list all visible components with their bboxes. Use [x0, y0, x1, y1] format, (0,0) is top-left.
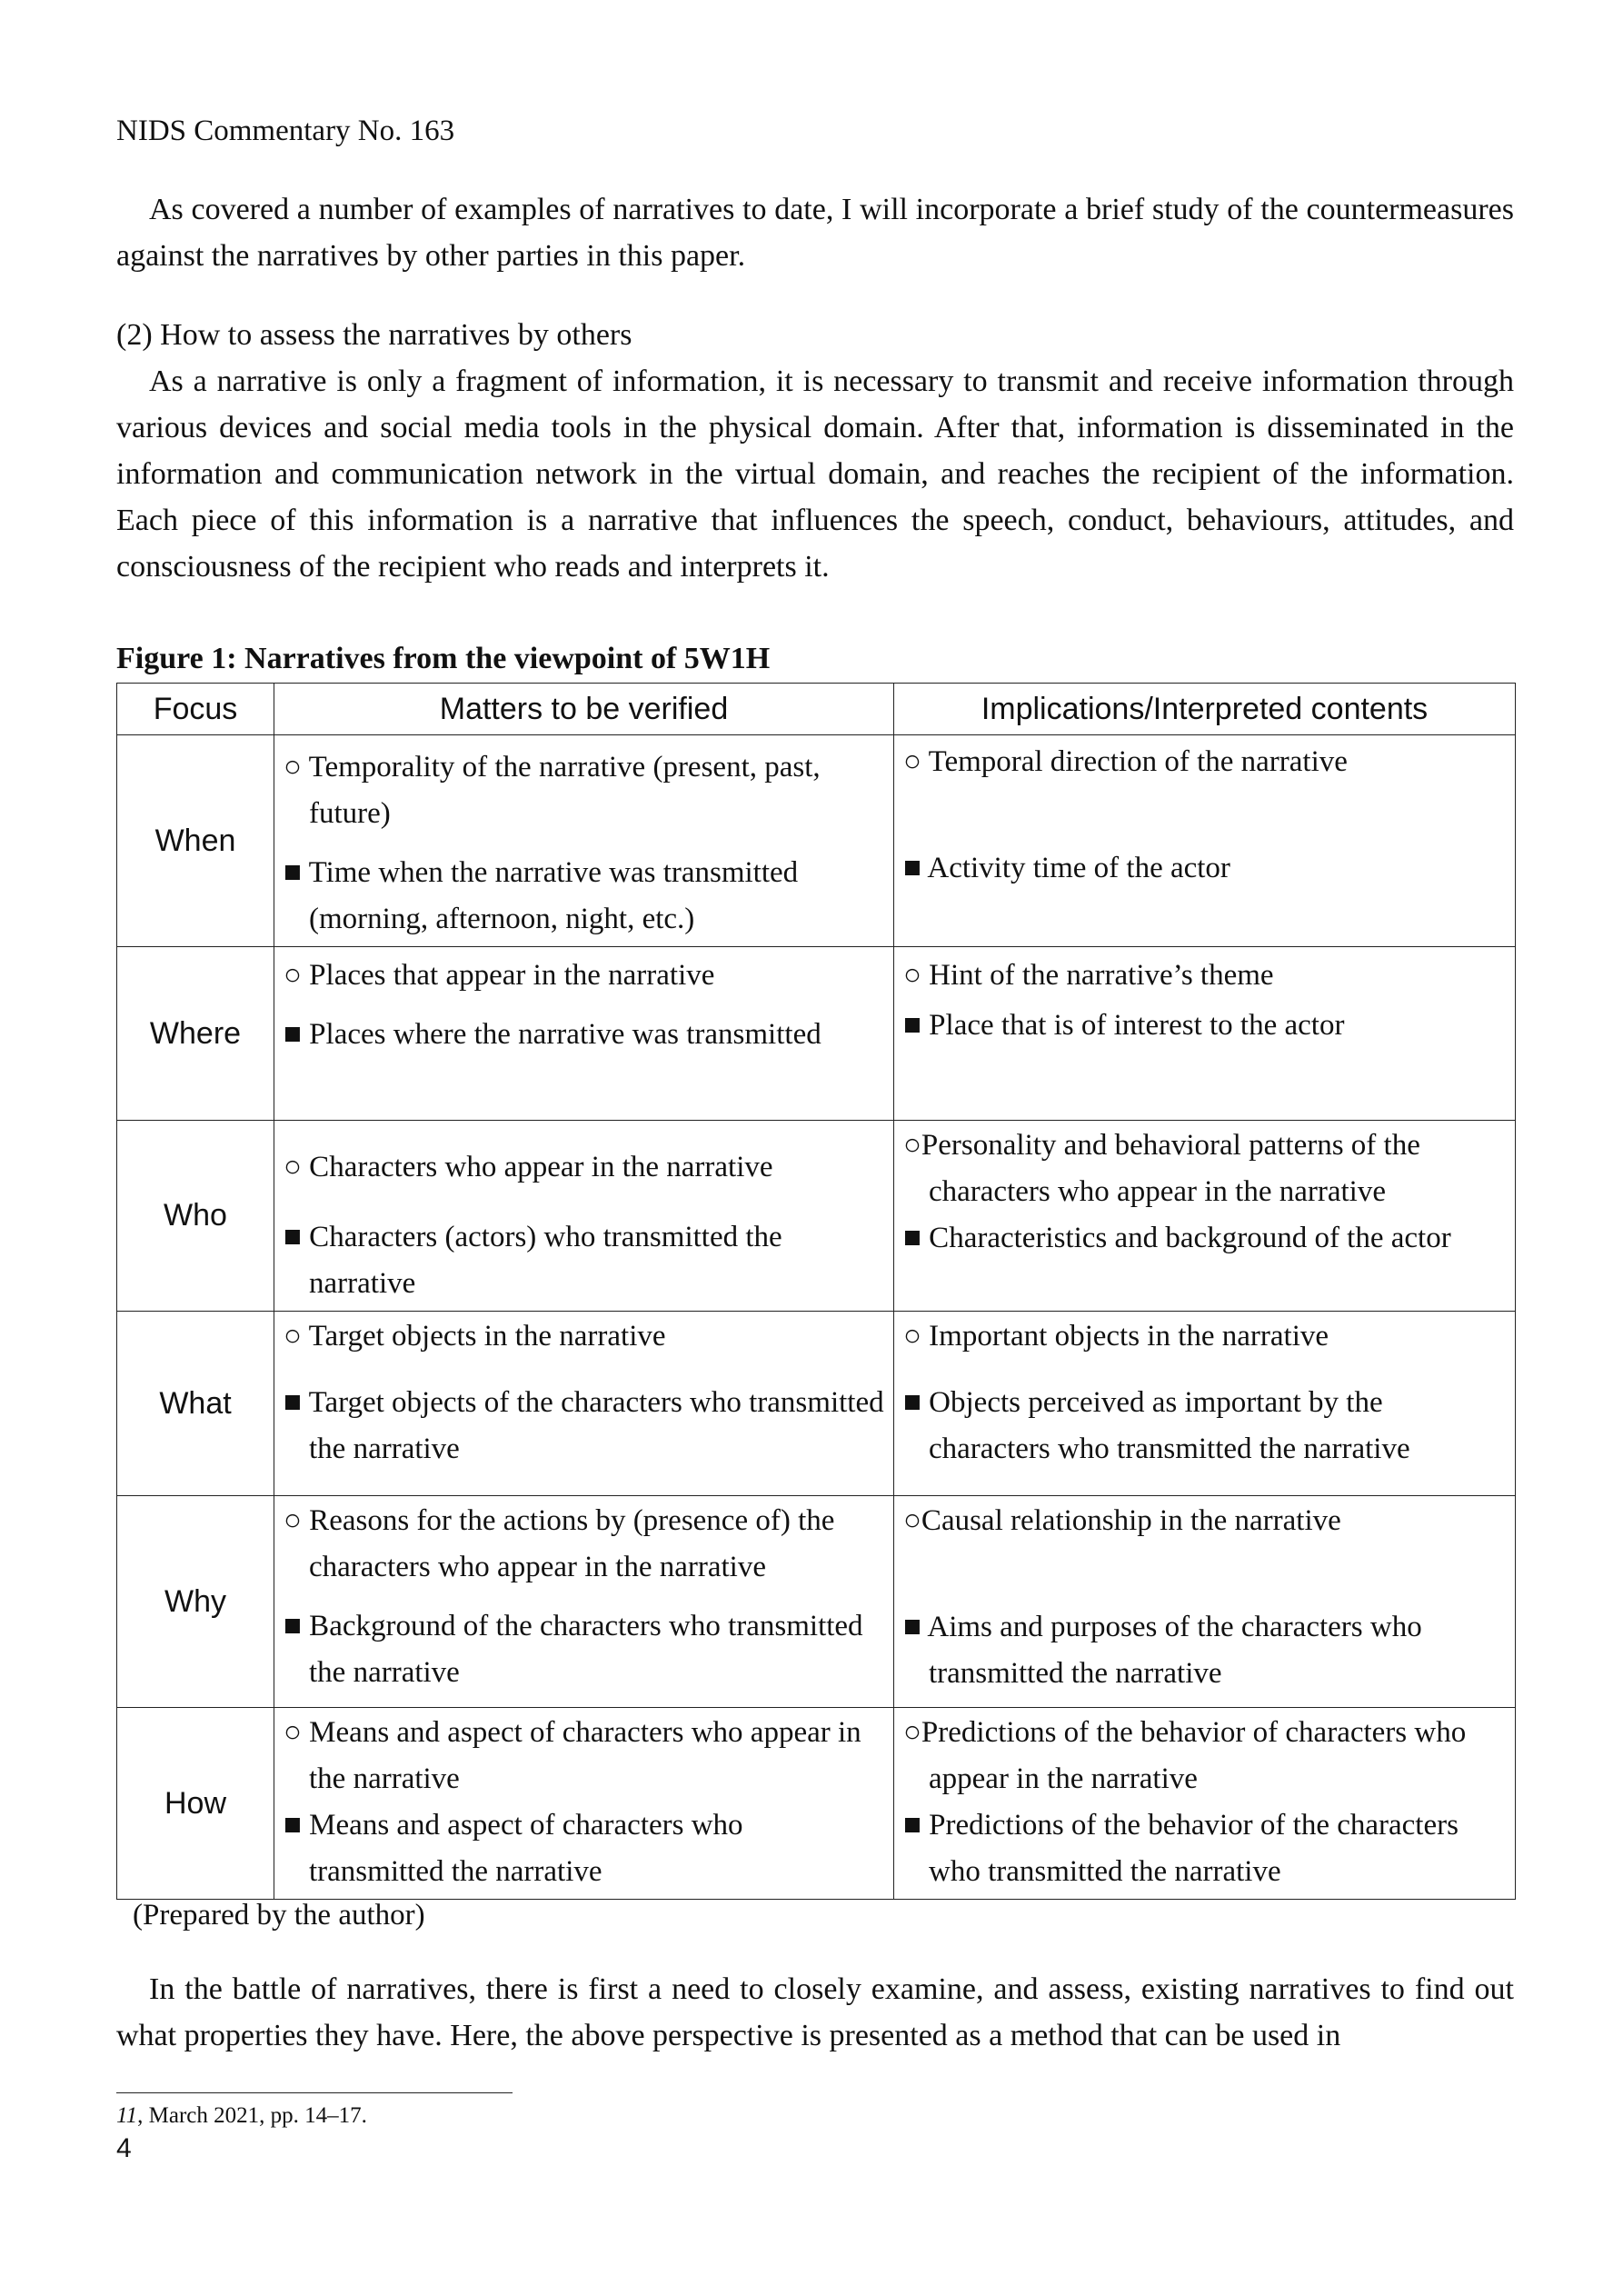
table-row-who: [117, 1121, 1516, 1312]
implication-item: ■ Objects perceived as important by the characters who transmitted the narrative: [903, 1386, 1410, 1465]
verified-item: ○ Reasons for the actions by (presence of) the characters who appear in the narrative: [284, 1504, 835, 1583]
column-header-verified: Matters to be verified: [274, 684, 894, 735]
implication-item: ■ Aims and purposes of the characters who transmitted the narrative: [903, 1611, 1422, 1690]
focus-cell: Where: [117, 947, 274, 1121]
focus-cell: What: [117, 1312, 274, 1496]
focus-cell: When: [117, 735, 274, 947]
footnote: [116, 2101, 367, 2131]
implication-item: ■ Characteristics and background of the actor: [903, 1222, 1451, 1254]
table-row-where: [117, 947, 1516, 1121]
verified-cell: [274, 947, 894, 1121]
assessment-paragraph: As a narrative is only a fragment of information, it is necessary to transmit and receive information through various devices and social media tools in the physical domain. After that, information is disseminated in the information and communication network in the virtual domain, and reaches the recipient of the information. Each piece of this information is a narrative that influences the speech, conduct, behaviours, attitudes, and consciousness of the recipient who reads and interprets it.: [116, 364, 1514, 584]
implication-item: ○ Important objects in the narrative: [903, 1320, 1329, 1353]
verified-cell: [274, 1708, 894, 1900]
verified-item: ○ Means and aspect of characters who appear in the narrative: [284, 1716, 861, 1795]
implication-item: ○ Hint of the narrative’s theme: [903, 959, 1274, 992]
verified-item: ■ Target objects of the characters who transmitted the narrative: [284, 1386, 884, 1465]
verified-item: ■ Background of the characters who transmitted the narrative: [284, 1610, 863, 1689]
page-number: 4: [116, 2133, 132, 2163]
implication-item: ■ Predictions of the behavior of the characters who transmitted the narrative: [903, 1809, 1459, 1888]
table-header-row: [117, 684, 1516, 735]
verified-cell: [274, 1312, 894, 1496]
focus-cell: Who: [117, 1121, 274, 1312]
verified-item: ■ Characters (actors) who transmitted the narrative: [284, 1221, 782, 1300]
section-heading: (2) How to assess the narratives by others: [116, 318, 632, 352]
implications-cell: [894, 947, 1516, 1121]
implications-cell: [894, 1121, 1516, 1312]
verified-item: ○ Target objects in the narrative: [284, 1320, 666, 1353]
column-header-focus: Focus: [117, 684, 274, 735]
implications-cell: [894, 1312, 1516, 1496]
figure-source-note: (Prepared by the author): [133, 1899, 425, 1932]
verified-item: ○ Temporality of the narrative (present, past, future): [284, 751, 821, 830]
implications-cell: [894, 1708, 1516, 1900]
table-row-when: [117, 735, 1516, 947]
verified-item: ■ Time when the narrative was transmitted (morning, afternoon, night, etc.): [284, 856, 799, 935]
implications-cell: [894, 1496, 1516, 1708]
figure-table: [116, 683, 1516, 1900]
implication-item: ○Causal relationship in the narrative: [903, 1504, 1341, 1537]
verified-item: ■ Means and aspect of characters who transmitted the narrative: [284, 1809, 743, 1888]
implication-item: ■ Activity time of the actor: [903, 852, 1230, 884]
column-header-implications: Implications/Interpreted contents: [894, 684, 1516, 735]
focus-cell: How: [117, 1708, 274, 1900]
verified-cell: [274, 1496, 894, 1708]
verified-item: ○ Places that appear in the narrative: [284, 959, 715, 992]
table-row-how: [117, 1708, 1516, 1900]
closing-paragraph: In the battle of narratives, there is first a need to closely examine, and assess, existing narratives to find out what properties they have. Here, the above perspective is presented as a method that can be used in: [116, 1972, 1514, 2052]
implications-cell: [894, 735, 1516, 947]
implication-item: ○Personality and behavioral patterns of the characters who appear in the narrative: [903, 1129, 1420, 1208]
implication-item: ○ Temporal direction of the narrative: [903, 745, 1348, 778]
verified-item: ■ Places where the narrative was transmitted: [284, 1018, 821, 1051]
implication-item: ○Predictions of the behavior of characters who appear in the narrative: [903, 1716, 1467, 1795]
verified-cell: [274, 1121, 894, 1312]
running-header: NIDS Commentary No. 163: [116, 115, 455, 147]
intro-paragraph: As covered a number of examples of narratives to date, I will incorporate a brief study of the countermeasures against the narratives by other parties in this paper.: [116, 193, 1514, 273]
implication-item: ■ Place that is of interest to the actor: [903, 1009, 1345, 1042]
footnote-divider: [116, 2092, 513, 2093]
footnote-italic-text: 11: [116, 2103, 138, 2128]
table-row-what: [117, 1312, 1516, 1496]
figure-caption: Figure 1: Narratives from the viewpoint of 5W1H: [116, 642, 771, 675]
table-row-why: [117, 1496, 1516, 1708]
verified-item: ○ Characters who appear in the narrative: [284, 1151, 773, 1183]
verified-cell: [274, 735, 894, 947]
footnote-text: , March 2021, pp. 14–17.: [137, 2103, 367, 2128]
focus-cell: Why: [117, 1496, 274, 1708]
